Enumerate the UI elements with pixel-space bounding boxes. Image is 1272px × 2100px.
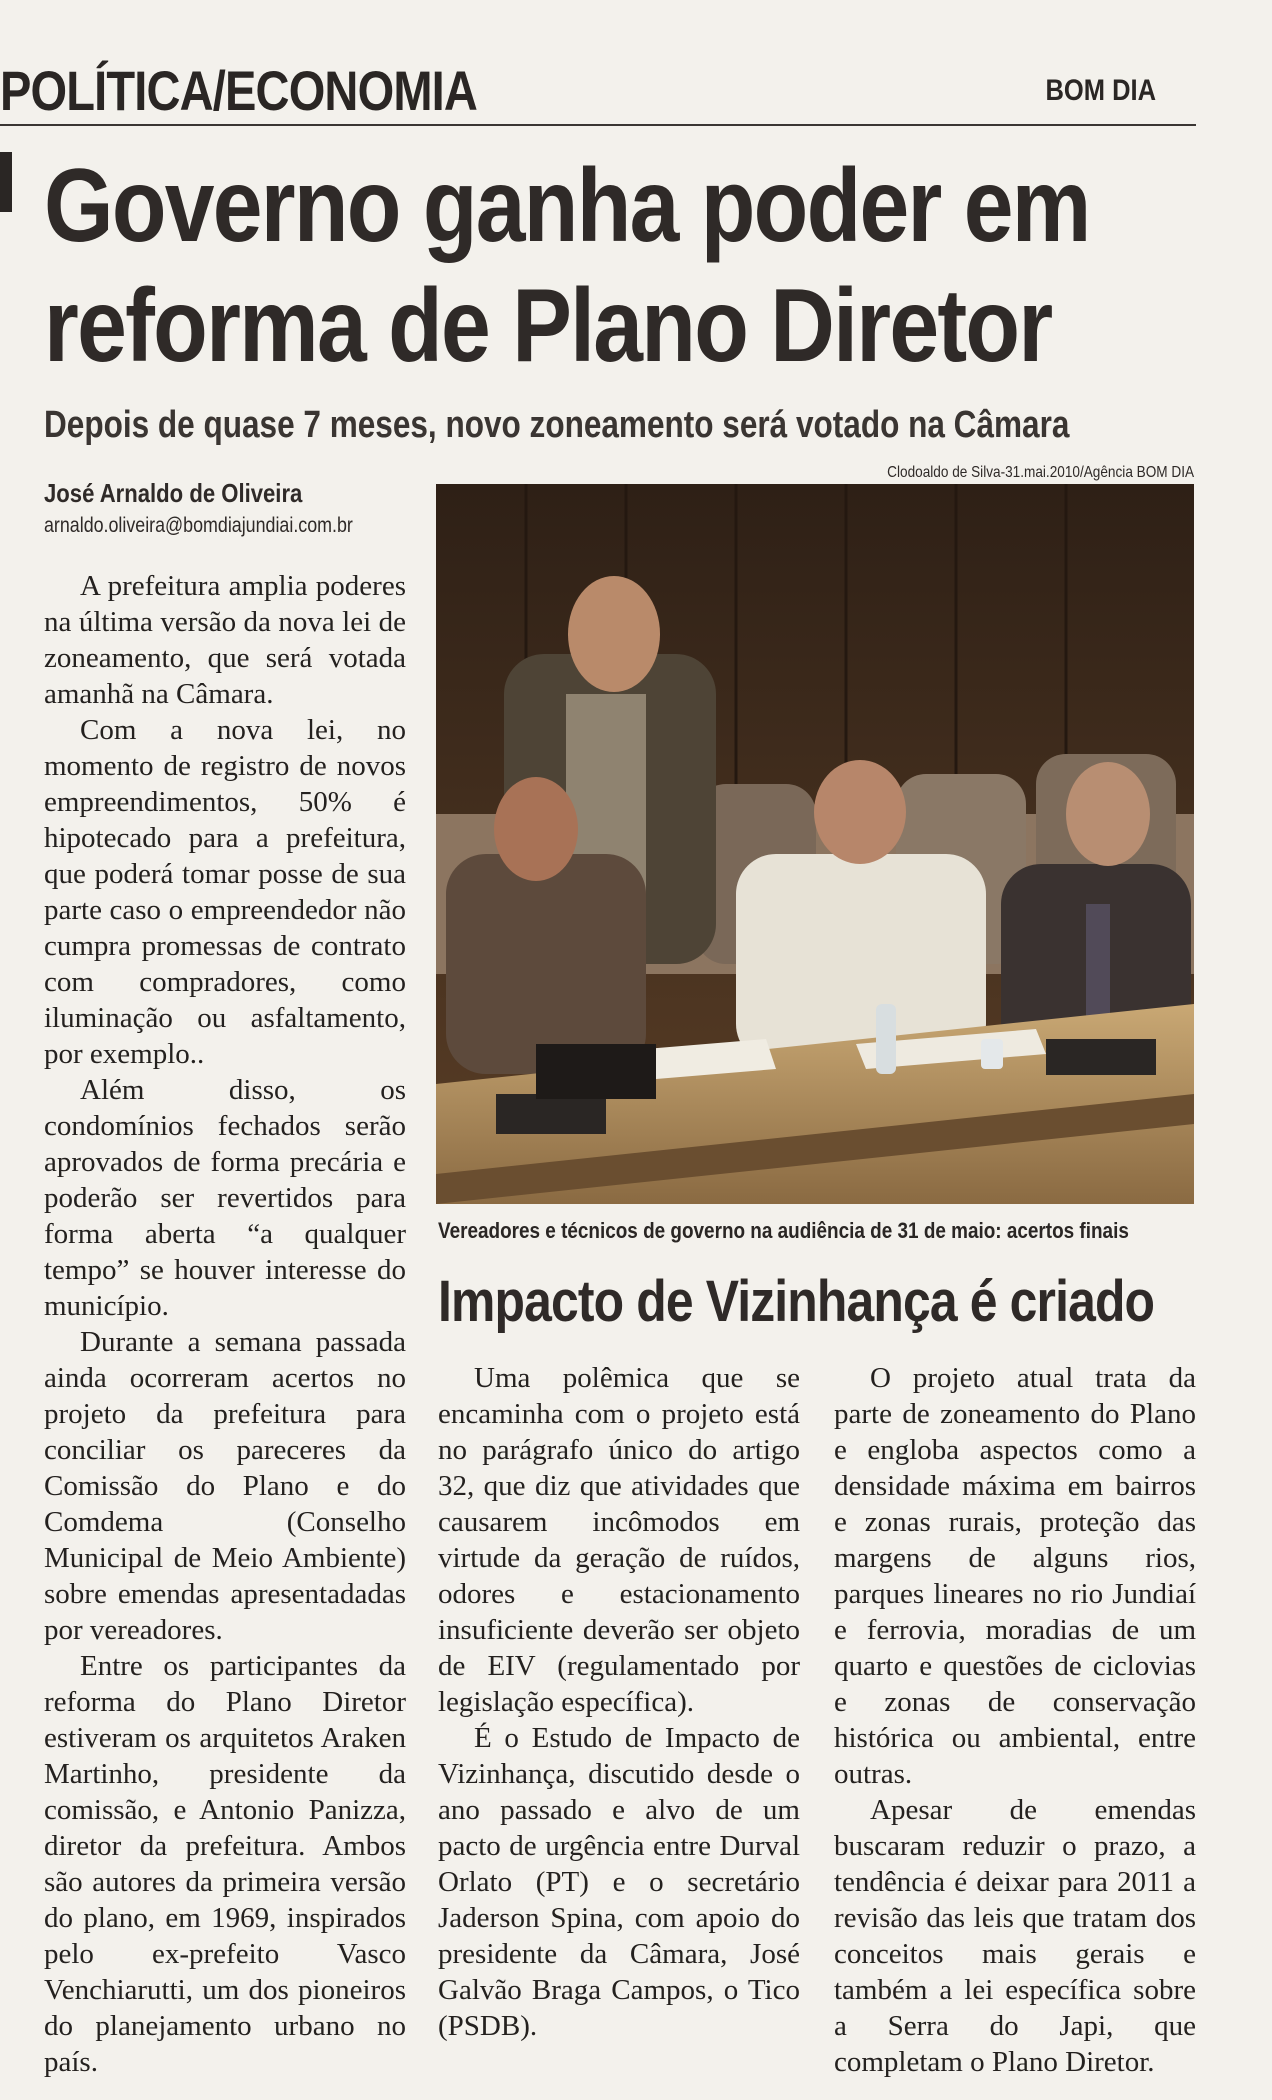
author-byline: José Arnaldo de Oliveira (44, 478, 303, 508)
paragraph: Apesar de emendas buscaram reduzir o prazo, a tendência é deixar para 2011 a revisão das leis que tratam dos conceitos mais gerais e também a lei específica sobre a Serra do Japi, que completam o Plano Diretor. (834, 1794, 1196, 2078)
paragraph: Com a nova lei, no momento de registro de novos empreendimentos, 50% é hipotecado para a prefeitura, que poderá tomar posse de sua parte caso o empreendedor não cumpra promessas de contrato com compradores, como iluminação ou asfaltamento, por exemplo.. (44, 714, 406, 1070)
newspaper-name: BOM DIA (1045, 74, 1156, 107)
meeting-photo-illustration (436, 484, 1194, 1204)
headline (44, 146, 1090, 386)
paragraph: Uma polêmica que se encaminha com o projeto está no parágrafo único do artigo 32, que diz que atividades que causarem incômodos em virtude da geração de ruídos, odores e estacionamento insuficiente deverão ser objeto de EIV (regulamentado por legislação específica). (438, 1362, 800, 1718)
photo-credit: Clodoaldo de Silva-31.mai.2010/Agência BOM DIA (887, 464, 1194, 481)
headline-marker (0, 152, 12, 212)
paragraph: O projeto atual trata da parte de zoneamento do Plano e engloba aspectos como a densidade máxima em bairros e zonas rurais, proteção das margens de alguns rios, parques lineares no rio Jundiaí e ferrovia, moradias de um quarto e questões de ciclovias e zonas de conservação histórica ou ambiental, entre outras. (834, 1362, 1196, 1790)
subheadline: Depois de quase 7 meses, novo zoneamento será votado na Câmara (44, 404, 1070, 446)
paragraph: Além disso, os condomínios fechados serão aprovados de forma precária e poderão ser revertidos para forma aberta “a qualquer tempo” se houver interesse do município. (44, 1074, 406, 1322)
news-photo (436, 484, 1194, 1204)
headline-line-1: Governo ganha poder em (44, 148, 1090, 264)
article-column-3 (834, 1360, 1196, 2080)
article-column-2 (438, 1360, 800, 2044)
article-column-1 (44, 568, 406, 2080)
paragraph: É o Estudo de Impacto de Vizinhança, discutido desde o ano passado e alvo de um pacto de urgência entre Durval Orlato (PT) e o secretário Jaderson Spina, com apoio do presidente da Câmara, José Galvão Braga Campos, o Tico (PSDB). (438, 1722, 800, 2042)
paragraph: A prefeitura amplia poderes na última versão da nova lei de zoneamento, que será votada amanhã na Câmara. (44, 570, 406, 710)
headline-line-2: reforma de Plano Diretor (44, 268, 1052, 384)
author-email: arnaldo.oliveira@bomdiajundiai.com.br (44, 514, 353, 537)
paragraph: Durante a semana passada ainda ocorreram acertos no projeto da prefeitura para conciliar os pareceres da Comissão do Plano e do Comdema (Conselho Municipal de Meio Ambiente) sobre emendas apresentadadas por vereadores. (44, 1326, 406, 1646)
section-label: POLÍTICA/ECONOMIA (0, 59, 478, 122)
paragraph: Entre os participantes da reforma do Plano Diretor estiveram os arquitetos Araken Martinho, presidente da comissão, e Antonio Panizza, diretor da prefeitura. Ambos são autores da primeira versão do plano, em 1969, inspirados pelo ex-prefeito Vasco Venchiarutti, um dos pioneiros do planejamento urbano no país. (44, 1650, 406, 2078)
header-rule (0, 124, 1196, 126)
photo-caption: Vereadores e técnicos de governo na audiência de 31 de maio: acertos finais (438, 1218, 1129, 1243)
sidebar-title: Impacto de Vizinhança é criado (438, 1269, 1155, 1334)
